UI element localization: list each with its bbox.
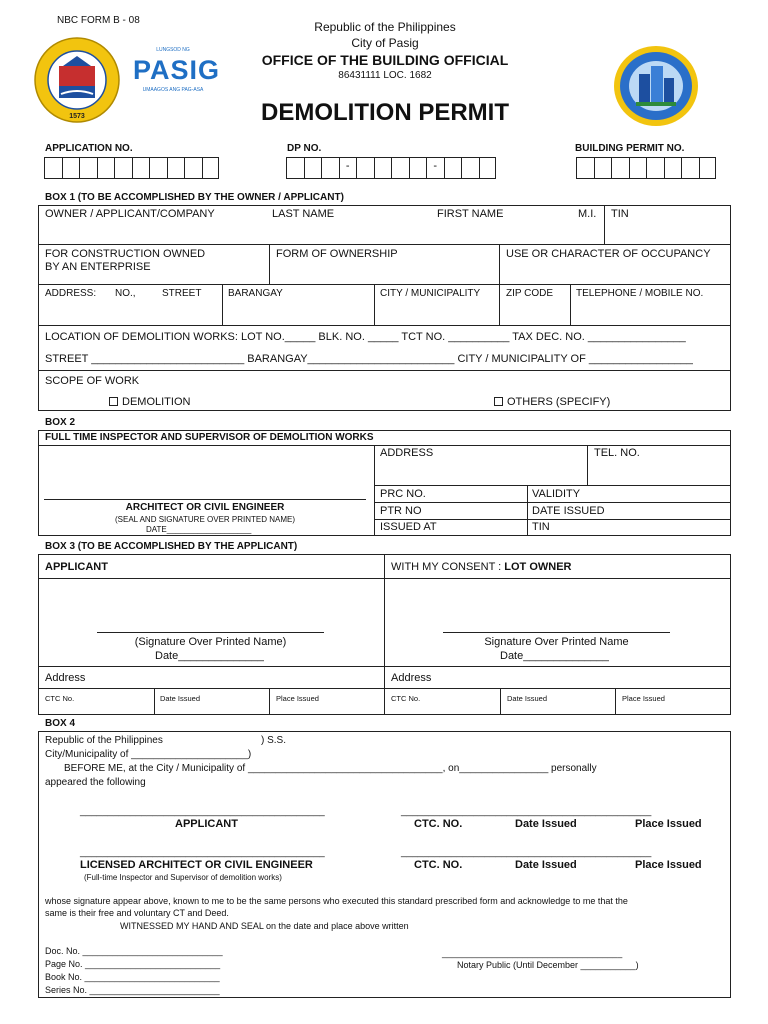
jurat-republic: Republic of the Philippines [45,735,163,746]
owner-label: OWNER / APPLICANT/COMPANY [45,208,215,220]
page-no-line[interactable]: Page No. ___________________________ [45,959,221,969]
engineer-underline[interactable]: ____________________________________________ [80,847,325,858]
divider [38,325,731,326]
validity-label: VALIDITY [532,488,581,500]
box1-frame [38,205,731,411]
consent-heading: WITH MY CONSENT : LOT OWNER [391,561,572,573]
first-name-label: FIRST NAME [437,208,504,220]
acknowledgment-line-1: whose signature appear above, known to me to be the same persons who executed this standard prescribed form and acknowledge to me that the [45,896,628,906]
telephone-label: TELEPHONE / MOBILE NO. [576,288,704,299]
box2-tel-label: TEL. NO. [594,447,640,459]
location-line: LOCATION OF DEMOLITION WORKS: LOT NO._____ BLK. NO. _____ TCT NO. __________ TAX DEC. NO. ________________ [45,331,686,343]
applicant-signature-caption: (Signature Over Printed Name) [134,636,287,648]
acknowledgment-line-2: same is their free and voluntary CT and Deed. [45,908,229,918]
box4-place-issued-label-2: Place Issued [635,859,702,871]
tin-label: TIN [611,208,629,220]
box3-title: BOX 3 (TO BE ACCOMPLISHED BY THE APPLICANT) [45,541,298,552]
seal-year: 1573 [69,113,85,120]
divider [499,244,500,284]
lot-owner-signature-line[interactable] [443,632,670,633]
building-official-seal-icon [612,44,700,128]
dp-no-label: DP NO. [287,143,322,154]
divider [374,445,375,536]
series-no-line[interactable]: Series No. __________________________ [45,985,220,995]
pasig-logo-tagline: UMAAGOS ANG PAG-ASA [142,87,204,93]
divider [269,688,270,715]
application-no-boxes[interactable] [44,157,219,179]
divider [269,244,270,284]
address-no-label: NO., [115,288,136,299]
jurat-ss: ) S.S. [261,735,287,746]
by-enterprise-label: BY AN ENTERPRISE [45,261,151,273]
box2-address-label: ADDRESS [380,447,434,459]
zip-code-label: ZIP CODE [506,288,554,299]
divider [222,284,223,325]
seal-signature-note: (SEAL AND SIGNATURE OVER PRINTED NAME) [114,515,296,524]
ptr-no-label: PTR NO [380,505,422,517]
applicant-place-issued-label: Place Issued [276,694,319,703]
box2-tin-label: TIN [532,521,550,533]
divider [154,688,155,715]
box4-date-issued-label-2: Date Issued [515,859,577,871]
box2-title: BOX 2 [45,417,76,428]
doc-no-line[interactable]: Doc. No. ____________________________ [45,946,223,956]
divider [38,370,731,371]
divider [500,688,501,715]
divider [374,284,375,325]
divider [570,284,571,325]
box4-ctc-no-label-2: CTC. NO. [414,859,463,871]
divider [499,284,500,325]
licensed-engineer-label: LICENSED ARCHITECT OR CIVIL ENGINEER [80,859,313,871]
lot-owner-signature-caption: Signature Over Printed Name [484,636,629,648]
applicant-date-issued-label: Date Issued [160,694,201,703]
applicant-address-label: Address [45,672,86,684]
applicant-date-line: Date______________ [155,650,264,662]
office-title: OFFICE OF THE BUILDING OFFICIAL [261,52,509,68]
form-of-ownership-label: FORM OF OWNERSHIP [276,248,398,260]
engineer-ctc-underline[interactable]: _____________________________________________ [401,847,652,858]
box4-ctc-no-label: CTC. NO. [414,818,463,830]
pasig-city-seal-icon [33,36,121,124]
application-no-label: APPLICATION NO. [45,143,133,154]
street-line: STREET _________________________ BARANGAY________________________ CITY / MUNICIPALITY OF _________________ [45,353,693,365]
lot-owner-date-line: Date______________ [500,650,609,662]
building-permit-no-label: BUILDING PERMIT NO. [575,143,685,154]
box2-date-line: DATE___________________ [146,525,252,534]
architect-label: ARCHITECT OR CIVIL ENGINEER [125,502,285,513]
others-option[interactable]: OTHERS (SPECIFY) [494,396,610,409]
office-phone: 86431111 LOC. 1682 [338,70,432,81]
demolition-checkbox[interactable] [109,397,118,406]
issued-at-label: ISSUED AT [380,521,437,533]
date-issued-label: DATE ISSUED [532,505,605,517]
city-text: City of Pasig [351,36,419,50]
divider [604,205,605,244]
book-no-line[interactable]: Book No. ___________________________ [45,972,220,982]
divider [587,445,588,485]
scope-of-work-label: SCOPE OF WORK [45,375,140,387]
lot-owner-ctc-label: CTC No. [391,694,421,703]
street-label: STREET [162,288,202,299]
building-permit-no-boxes[interactable] [576,157,716,179]
form-code: NBC FORM B - 08 [57,15,140,26]
address-label: ADDRESS: [45,288,97,299]
jurat-before-me: BEFORE ME, at the City / Municipality of ___________________________________, on________________ personally [64,763,597,774]
box4-place-issued-label: Place Issued [635,818,702,830]
republic-text: Republic of the Philippines [314,20,456,34]
pasig-logo-wordmark: PASIG [133,55,221,85]
jurat-appeared: appeared the following [45,777,146,788]
last-name-label: LAST NAME [272,208,335,220]
divider [38,445,731,446]
applicant-underline[interactable]: ____________________________________________ [80,806,325,817]
architect-signature-line[interactable] [44,499,366,500]
divider [615,688,616,715]
notary-public-label: Notary Public (Until December ___________) [457,960,639,970]
pasig-logo [133,47,221,102]
mi-label: M.I. [578,208,597,220]
prc-no-label: PRC NO. [380,488,426,500]
divider [374,485,731,486]
barangay-label: BARANGAY [228,288,283,299]
divider [38,284,731,285]
box2-heading: FULL TIME INSPECTOR AND SUPERVISOR OF DEMOLITION WORKS [45,432,374,443]
witnessed-line: WITNESSED MY HAND AND SEAL on the date and place above written [120,921,409,931]
lot-owner-place-issued-label: Place Issued [622,694,665,703]
lot-owner-date-issued-label: Date Issued [507,694,548,703]
box4-date-issued-label: Date Issued [515,818,577,830]
notary-signature-line[interactable]: ____________________________________ [442,948,623,958]
divider [374,519,731,520]
demolition-option[interactable]: DEMOLITION [109,396,190,409]
applicant-ctc-underline[interactable]: _____________________________________________ [401,806,652,817]
construction-owned-label: FOR CONSTRUCTION OWNED [45,248,206,260]
page-title: DEMOLITION PERMIT [261,99,509,126]
divider [527,485,528,536]
divider [374,502,731,503]
others-checkbox[interactable] [494,397,503,406]
box4-title: BOX 4 [45,718,76,729]
jurat-city-line: City/Municipality of _____________________) [45,749,252,760]
applicant-heading: APPLICANT [45,561,108,573]
licensed-engineer-note: (Full-time Inspector and Supervisor of demolition works) [84,873,282,882]
box1-title: BOX 1 (TO BE ACCOMPLISHED BY THE OWNER / APPLICANT) [45,192,344,203]
divider [384,554,385,715]
lot-owner-address-label: Address [391,672,432,684]
divider [38,244,731,245]
pasig-logo-top: LUNGSOD NG [156,47,190,53]
city-municipality-label: CITY / MUNICIPALITY [380,288,481,299]
applicant-ctc-label: CTC No. [45,694,75,703]
box4-applicant-label: APPLICANT [175,818,238,830]
dp-no-boxes[interactable]: - - [286,157,496,179]
use-character-label: USE OR CHARACTER OF OCCUPANCY [506,248,711,260]
applicant-signature-line[interactable] [97,632,324,633]
